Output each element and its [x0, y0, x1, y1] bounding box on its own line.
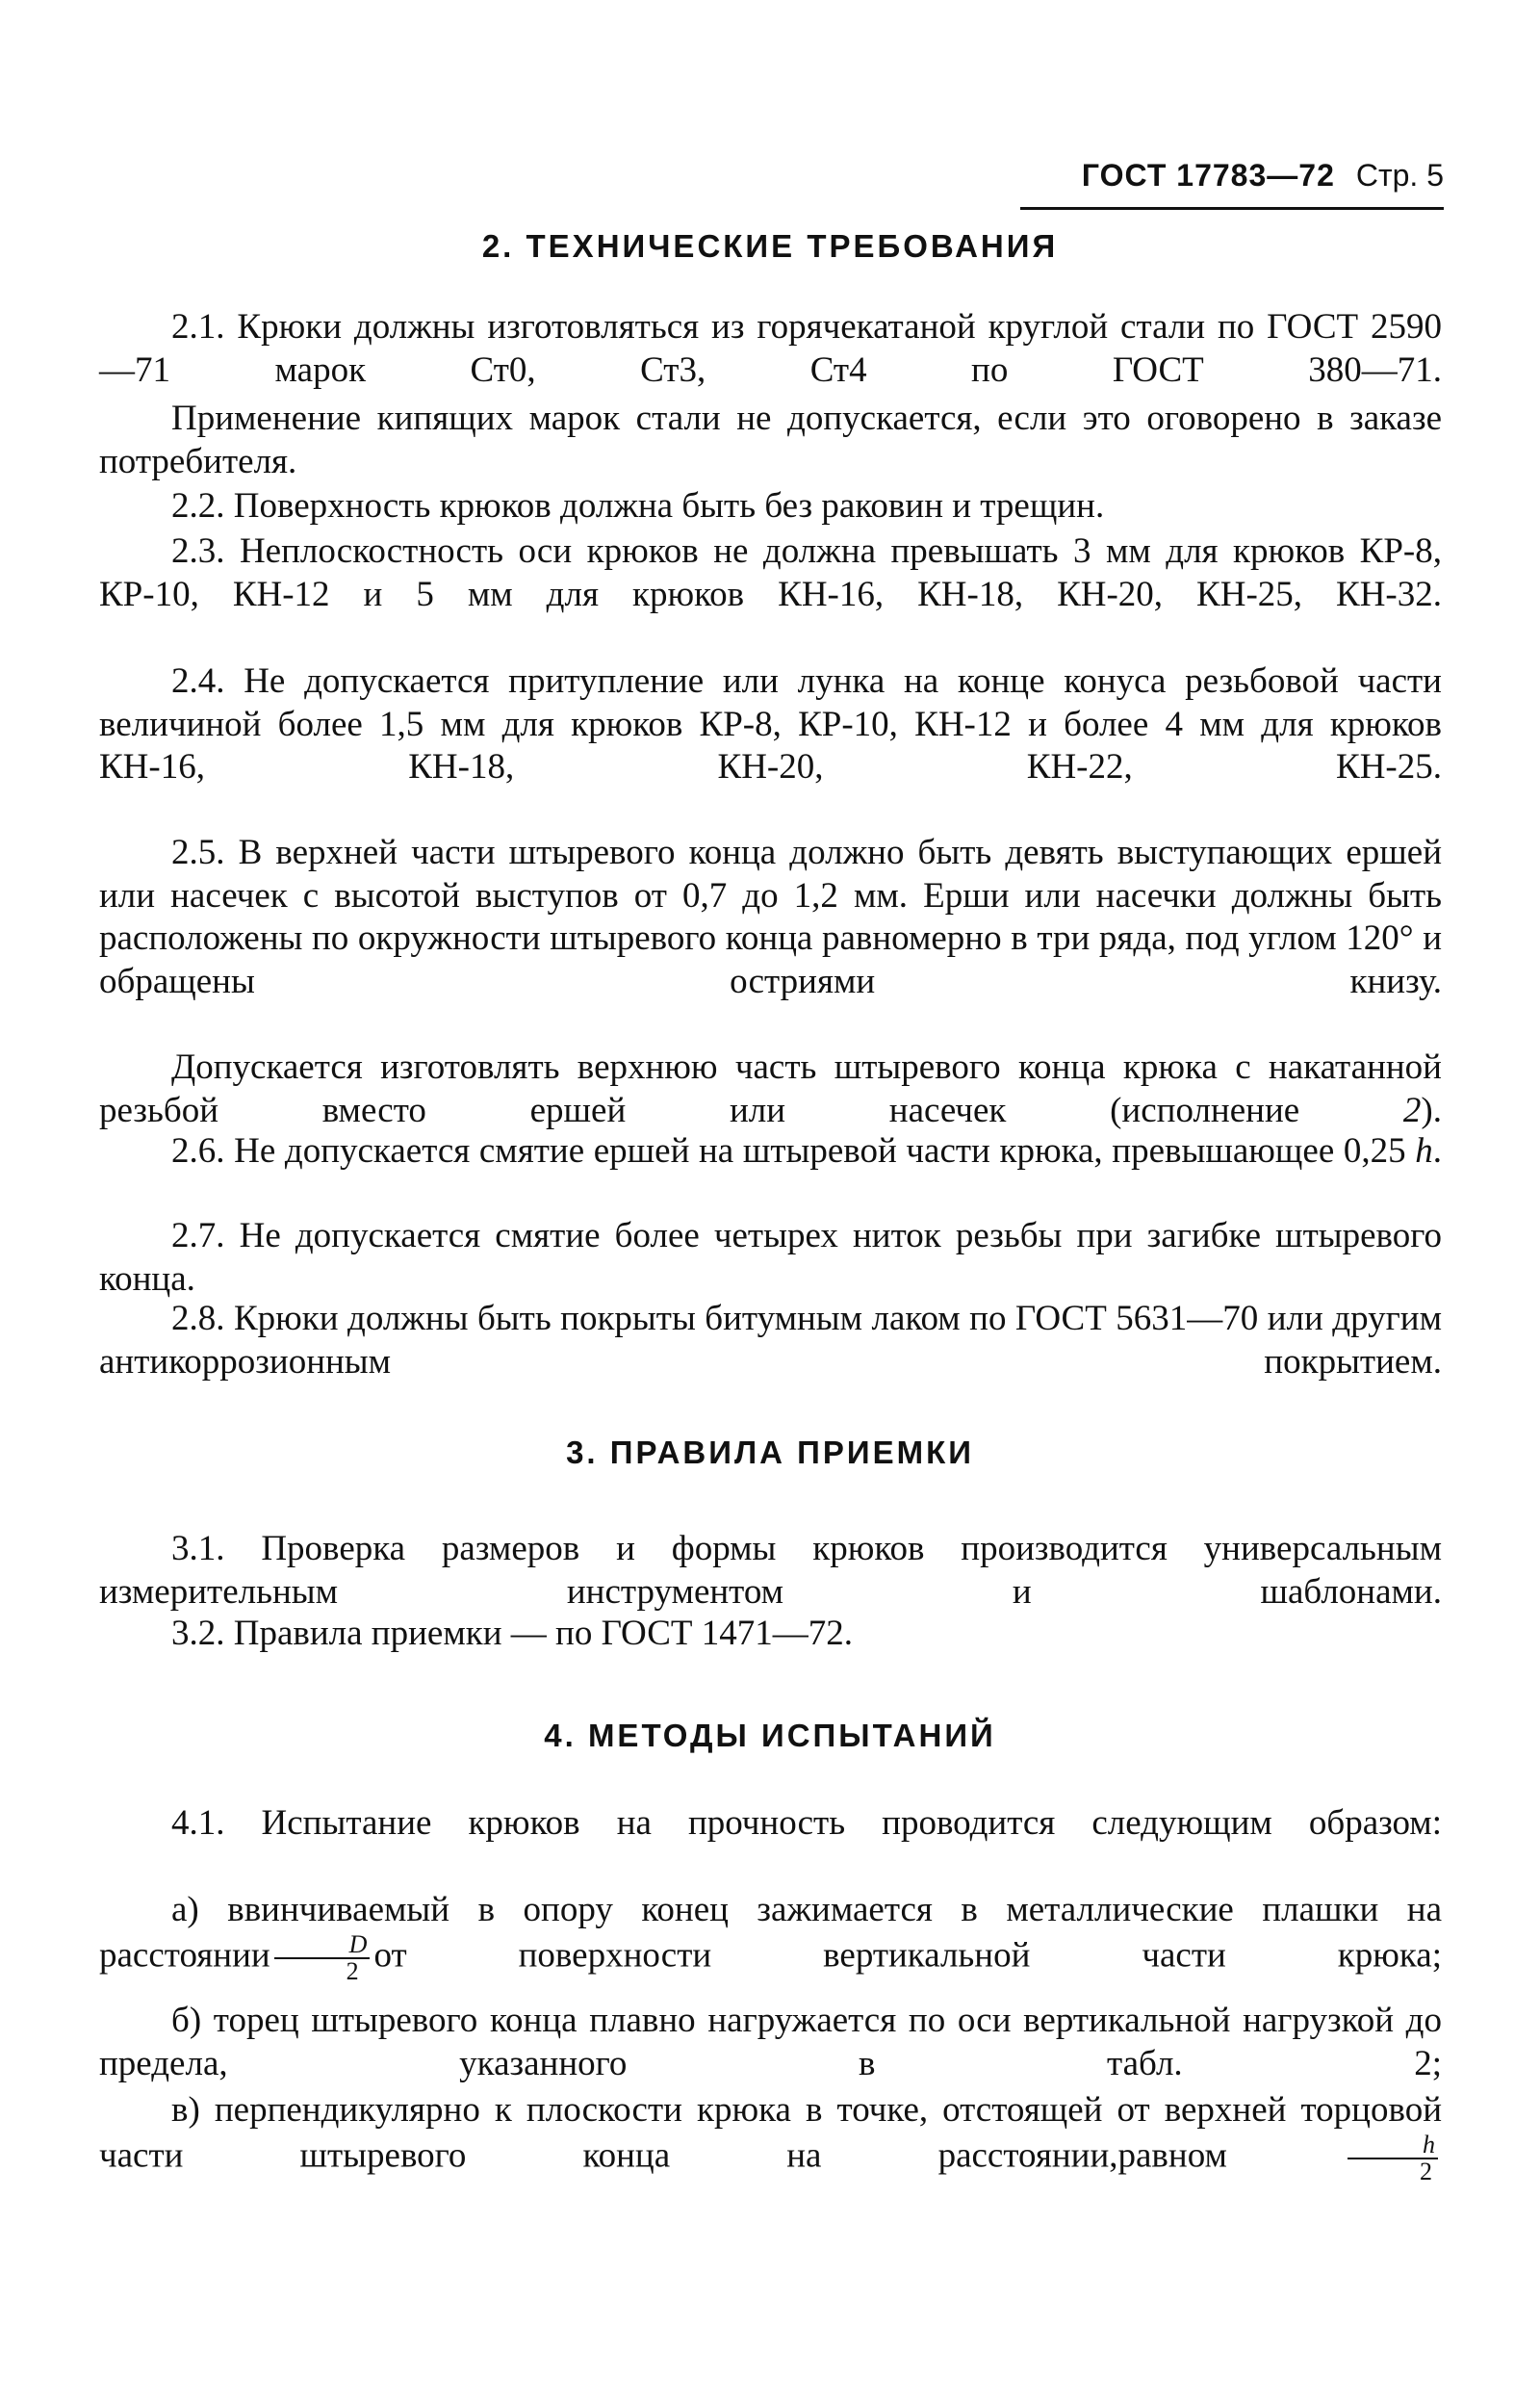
- paragraph-3-2: 3.2. Правила приемки — по ГОСТ 1471—72.: [171, 1614, 853, 1653]
- paragraph-2-7: 2.7. Не допускается смятие более четырех ниток резьбы при загибке штыревого конца.: [99, 1216, 1442, 1299]
- page-header: [1020, 158, 1444, 212]
- paragraph-2-1: 2.1. Крюки должны изготовляться из горячекатаной круглой стали по ГОСТ 2590—71 марок Ст0, Ст3, Ст4 по ГОСТ 380—71.: [99, 307, 1442, 390]
- fraction-h-over-2: $\frac{h}{2}$: [1348, 2133, 1438, 2184]
- paragraph-4-1-c: в) перпендикулярно к плоскости крюка в точке, отстоящей от верхней торцовой части штыревого конца на расстоянии,равном $\frac{h}{2}$: [99, 2090, 1442, 2185]
- paragraph-4-1-b: б) торец штыревого конца плавно нагружается по оси вертикальной нагрузкой до предела, указанного в табл. 2;: [99, 2001, 1442, 2083]
- page-number: Стр. 5: [1355, 158, 1444, 193]
- paragraph-3-1: 3.1. Проверка размеров и формы крюков производится универсальным измерительным инструментом и шаблонами.: [99, 1529, 1442, 1612]
- paragraph-2-4: 2.4. Не допускается притупление или лунка на конце конуса резьбовой части величиной более 1,5 мм для крюков КР-8, КР-10, КН-12 и более 4 мм для крюков КН-16, КН-18, КН-20, КН-22, КН-25.: [99, 661, 1442, 787]
- fraction-d-over-2: $\frac{D}{2}$: [274, 1932, 371, 1984]
- section-3-title: 3. ПРАВИЛА ПРИЕМКИ: [566, 1435, 974, 1470]
- paragraph-2-6: 2.6. Не допускается смятие ершей на штыревой части крюка, превышающее 0,25 h.: [171, 1131, 1442, 1171]
- paragraph-2-5: 2.5. В верхней части штыревого конца должно быть девять выступающих ершей или насечек с высотой выступов от 0,7 до 1,2 мм. Ерши или насечки должны быть расположены по окружности штыревого конца равномерно в три ряда, под углом 120° и обращены остриями книзу.: [99, 833, 1442, 1001]
- header-rule: [1020, 207, 1444, 210]
- standard-number: ГОСТ 17783—72: [1081, 158, 1335, 193]
- section-2-title: 2. ТЕХНИЧЕСКИЕ ТРЕБОВАНИЯ: [481, 228, 1059, 264]
- paragraph-4-1-a: а) ввинчиваемый в опору конец зажимается в металлические плашки на расстоянии $\frac{D}{2}$ от поверхности вертикальной части крюка;: [99, 1890, 1442, 1985]
- paragraph-2-2: 2.2. Поверхность крюков должна быть без раковин и трещин.: [171, 486, 1105, 526]
- section-4-title: 4. МЕТОДЫ ИСПЫТАНИЙ: [544, 1718, 996, 1753]
- paragraph-2-3: 2.3. Неплоскостность оси крюков не должна превышать 3 мм для крюков КР-8, КР-10, КН-12 и 5 мм для крюков КН-16, КН-18, КН-20, КН-25, КН-32.: [99, 531, 1442, 614]
- paragraph-2-5-note: Допускается изготовлять верхнюю часть штыревого конца крюка с накатанной резьбой вместо ершей или насечек (исполнение 2).: [99, 1047, 1442, 1130]
- paragraph-2-1-note: Применение кипящих марок стали не допускается, если это оговорено в заказе потребителя.: [99, 399, 1442, 481]
- paragraph-4-1: 4.1. Испытание крюков на прочность проводится следующим образом:: [171, 1803, 1442, 1843]
- paragraph-2-8: 2.8. Крюки должны быть покрыты битумным лаком по ГОСТ 5631—70 или другим антикоррозионным покрытием.: [99, 1299, 1442, 1382]
